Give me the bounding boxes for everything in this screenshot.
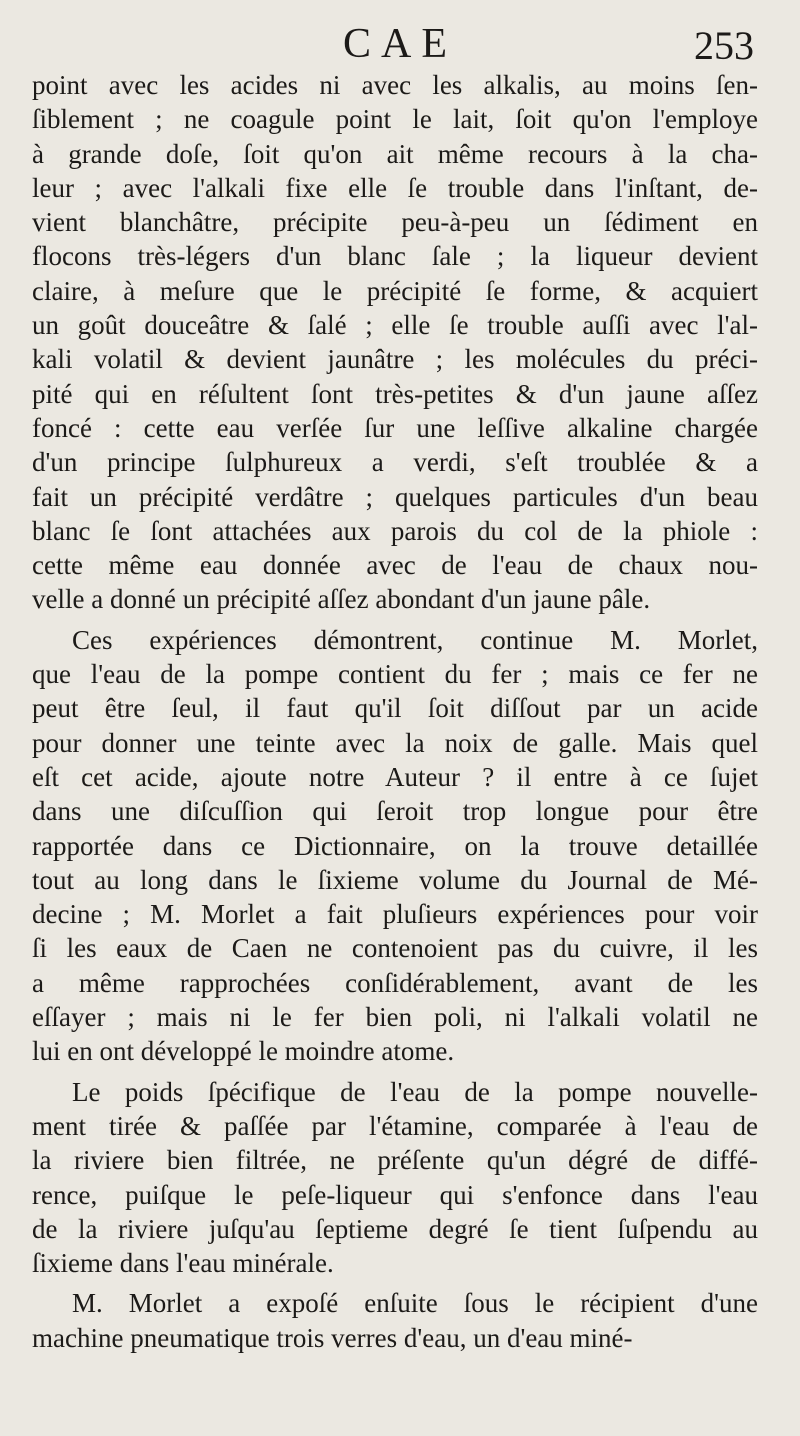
text-line: flocons très-légers d'un blanc ſale ; la liqueur devient bbox=[32, 241, 758, 272]
text-line: decine ; M. Morlet a fait pluſieurs expériences pour voir bbox=[32, 899, 758, 930]
text-line: rence, puiſque le peſe-liqueur qui s'enfonce dans l'eau bbox=[32, 1179, 758, 1210]
text-line: cette même eau donnée avec de l'eau de chaux nou- bbox=[32, 550, 758, 581]
text-line: la riviere bien filtrée, ne préſente qu'un dégré de diffé- bbox=[32, 1145, 758, 1176]
text-line: a même rapprochées conſidérablement, avant de les bbox=[32, 967, 758, 998]
text-line: machine pneumatique trois verres d'eau, un d'eau miné- bbox=[32, 1322, 633, 1353]
text-line: rapportée dans ce Dictionnaire, on la trouve detaillée bbox=[32, 830, 758, 861]
text-line: d'un principe ſulphureux a verdi, s'eſt troublée & a bbox=[32, 447, 758, 478]
text-line: point avec les acides ni avec les alkalis, au moins ſen- bbox=[32, 70, 758, 100]
text-line: ſixieme dans l'eau minérale. bbox=[32, 1248, 334, 1279]
text-line: Ces expériences démontrent, continue M. Morlet, bbox=[72, 624, 758, 655]
page-number: 253 bbox=[694, 23, 754, 68]
text-line: ſi les eaux de Caen ne contenoient pas du cuivre, il les bbox=[32, 933, 758, 964]
running-head bbox=[0, 18, 800, 70]
text-line: foncé : cette eau verſée ſur une leſſive alkaline chargée bbox=[32, 412, 758, 443]
text-line: blanc ſe ſont attachées aux parois du col de la phiole : bbox=[32, 515, 758, 546]
text-line: Le poids ſpécifique de l'eau de la pompe nouvelle- bbox=[72, 1076, 758, 1107]
text-line: eſſayer ; mais ni le fer bien poli, ni l'alkali volatil ne bbox=[32, 1002, 758, 1033]
paragraph bbox=[32, 1075, 758, 1281]
text-line: vient blanchâtre, précipite peu-à-peu un ſédiment en bbox=[32, 207, 758, 238]
text-line: kali volatil & devient jaunâtre ; les molécules du préci- bbox=[32, 344, 758, 375]
paragraph bbox=[32, 1286, 758, 1355]
running-head-title: CAE bbox=[343, 21, 457, 67]
text-line: dans une diſcuſſion qui ſeroit trop longue pour être bbox=[32, 796, 758, 827]
text-line: à grande doſe, ſoit qu'on ait même recours à la cha- bbox=[32, 138, 758, 169]
paragraph bbox=[32, 623, 758, 1069]
text-line: ſiblement ; ne coagule point le lait, ſoit qu'on l'employe bbox=[32, 104, 758, 135]
body-text bbox=[32, 68, 758, 1355]
text-line: peut être ſeul, il faut qu'il ſoit diſſout par un acide bbox=[32, 693, 758, 724]
text-line: pour donner une teinte avec la noix de galle. Mais quel bbox=[32, 727, 758, 758]
text-line: velle a donné un précipité aſſez abondant d'un jaune pâle. bbox=[32, 584, 651, 615]
text-line: tout au long dans le ſixieme volume du Journal de Mé- bbox=[32, 864, 758, 895]
text-line: que l'eau de la pompe contient du fer ; mais ce fer ne bbox=[32, 659, 758, 690]
text-line: pité qui en réſultent ſont très-petites & d'un jaune aſſez bbox=[32, 378, 758, 409]
text-line: leur ; avec l'alkali fixe elle ſe trouble dans l'inſtant, de- bbox=[32, 172, 758, 203]
text-line: un goût douceâtre & ſalé ; elle ſe trouble auſſi avec l'al- bbox=[32, 310, 758, 341]
paragraph bbox=[32, 68, 758, 617]
text-line: lui en ont développé le moindre atome. bbox=[32, 1036, 455, 1067]
text-line: de la riviere juſqu'au ſeptieme degré ſe tient ſuſpendu au bbox=[32, 1213, 758, 1244]
text-line: M. Morlet a expoſé enſuite ſous le récipient d'une bbox=[72, 1288, 758, 1319]
text-line: eſt cet acide, ajoute notre Auteur ? il entre à ce ſujet bbox=[32, 761, 758, 792]
text-line: ment tirée & paſſée par l'étamine, comparée à l'eau de bbox=[32, 1110, 758, 1141]
text-line: fait un précipité verdâtre ; quelques particules d'un beau bbox=[32, 481, 758, 512]
text-line: claire, à meſure que le précipité ſe forme, & acquiert bbox=[32, 275, 758, 306]
